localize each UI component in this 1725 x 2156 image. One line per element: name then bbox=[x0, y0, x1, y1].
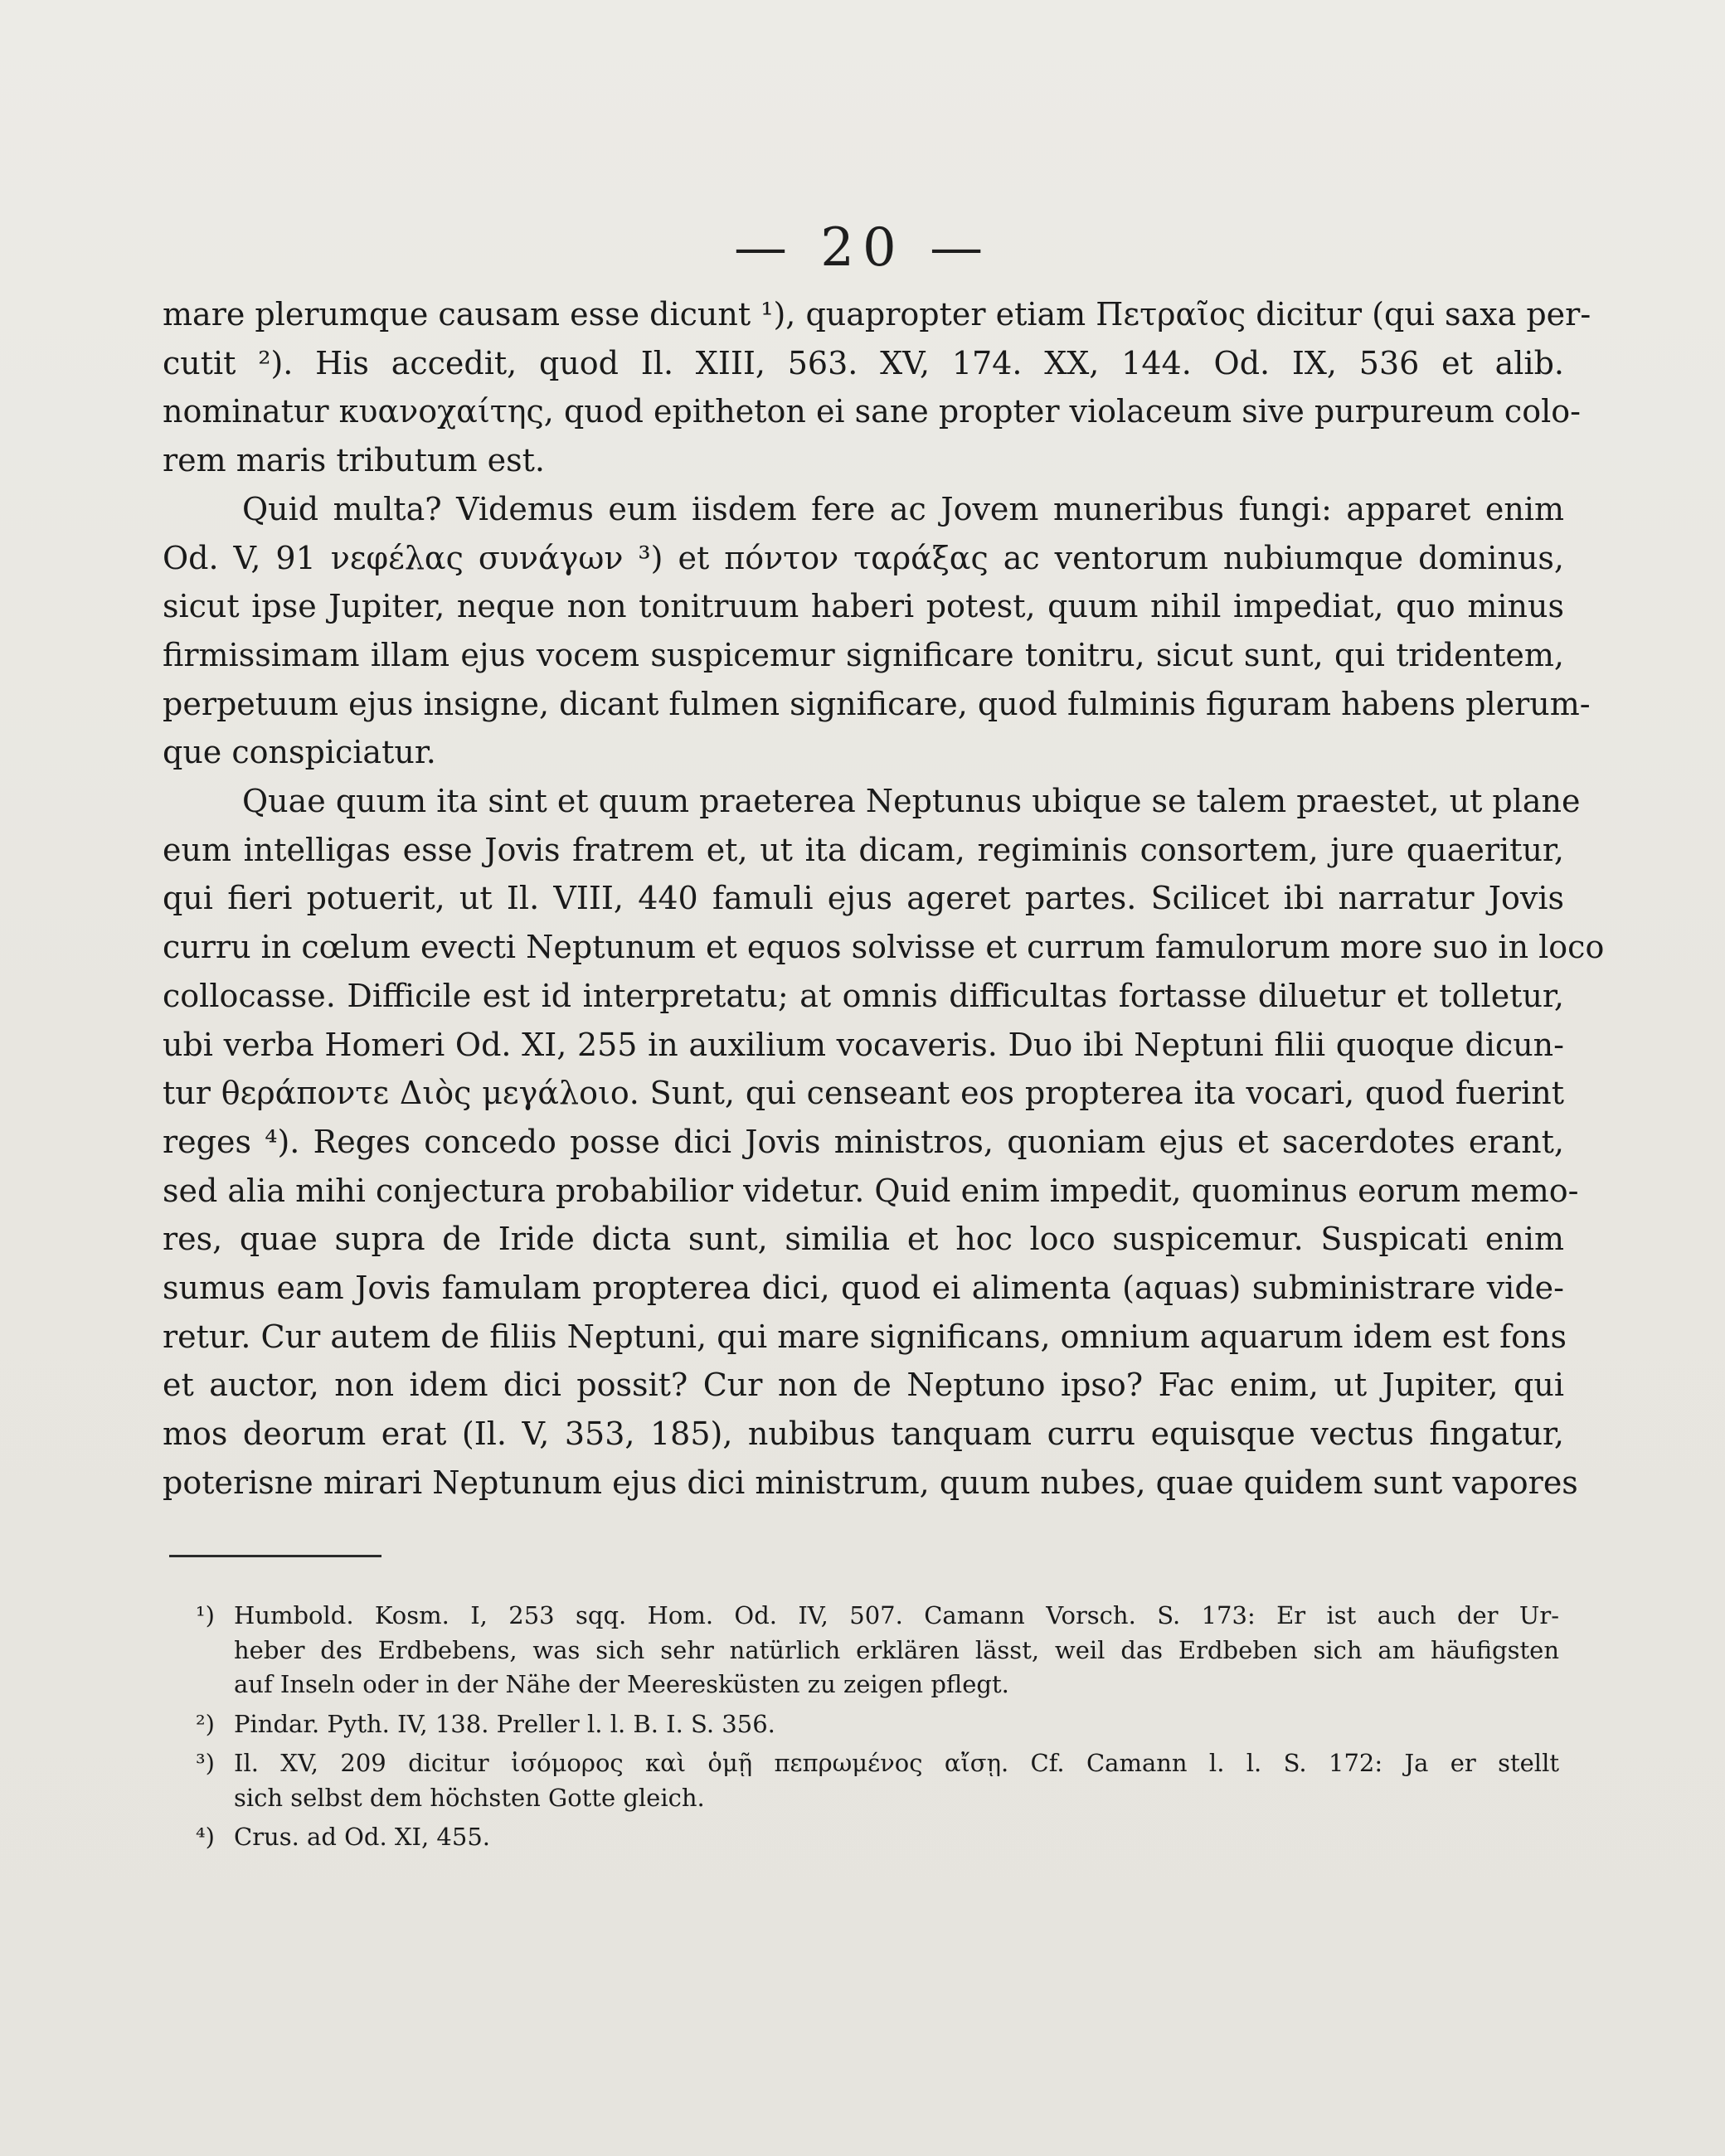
main-text bbox=[163, 290, 1605, 1508]
text-line: collocasse. Difficile est id interpretatu; at omnis difficultas fortasse diluetur et tolletur, bbox=[163, 977, 1564, 1014]
paragraph bbox=[163, 290, 1591, 485]
text-line: qui fieri potuerit, ut Il. VIII, 440 famuli ejus ageret partes. Scilicet ibi narratur Jovis bbox=[163, 880, 1564, 917]
text-line: sumus eam Jovis famulam propterea dici, quod ei alimenta (aquas) subministrare vide- bbox=[163, 1270, 1564, 1307]
text-line: cutit ²). His accedit, quod Il. XIII, 563. XV, 174. XX, 144. Od. IX, 536 et alib. bbox=[163, 344, 1564, 381]
footnote-line: heber des Erdbebens, was sich sehr natürlich erklären lässt, weil das Erdbeben sich am häufigsten bbox=[234, 1635, 1559, 1664]
text-line: nominatur κυανοχαίτης, quod epitheton ei sane propter violaceum sive purpureum colo- bbox=[163, 393, 1581, 430]
text-line: retur. Cur autem de filiis Neptuni, qui mare significans, omnium aquarum idem est fons bbox=[163, 1318, 1567, 1355]
text-line: tur θεράποντε Διὸς μεγάλοιο. Sunt, qui censeant eos propterea ita vocari, quod fuerint bbox=[163, 1075, 1564, 1112]
text-line: mare plerumque causam esse dicunt ¹), quapropter etiam Πετραῖος dicitur (qui saxa per- bbox=[163, 296, 1591, 333]
text-line: Quid multa? Videmus eum iisdem fere ac Jovem muneribus fungi: apparet enim bbox=[242, 490, 1564, 527]
text-line: mos deorum erat (Il. V, 353, 185), nubibus tanquam curru equisque vectus fingatur, bbox=[163, 1415, 1564, 1453]
footnote bbox=[196, 1707, 1559, 1742]
text-line: poterisne mirari Neptunum ejus dici ministrum, quum nubes, quae quidem sunt vapores bbox=[163, 1464, 1578, 1501]
page-number: — 20 — bbox=[733, 217, 992, 279]
text-line: reges ⁴). Reges concedo posse dici Jovis ministros, quoniam ejus et sacerdotes erant, bbox=[163, 1123, 1564, 1160]
footnote-marker: ³) bbox=[196, 1749, 215, 1777]
footnote-divider bbox=[169, 1555, 381, 1557]
text-line: perpetuum ejus insigne, dicant fulmen significare, quod fulminis figuram habens plerum- bbox=[163, 685, 1591, 722]
footnote-marker: ⁴) bbox=[196, 1823, 215, 1851]
text-line: Quae quum ita sint et quum praeterea Neptunus ubique se talem praestet, ut plane bbox=[242, 783, 1581, 820]
text-line: curru in cœlum evecti Neptunum et equos solvisse et currum famulorum more suo in loco bbox=[163, 929, 1605, 966]
text-line: res, quae supra de Iride dicta sunt, similia et hoc loco suspicemur. Suspicati enim bbox=[163, 1221, 1564, 1258]
text-line: firmissimam illam ejus vocem suspicemur significare tonitru, sicut sunt, qui tridentem, bbox=[163, 636, 1564, 673]
text-line: eum intelligas esse Jovis fratrem et, ut ita dicam, regiminis consortem, jure quaeritur, bbox=[163, 831, 1564, 868]
text-line: et auctor, non idem dici possit? Cur non de Neptuno ipso? Fac enim, ut Jupiter, qui bbox=[163, 1367, 1564, 1404]
footnote bbox=[196, 1820, 1559, 1855]
footnote-marker: ¹) bbox=[196, 1601, 215, 1629]
footnote bbox=[196, 1599, 1559, 1702]
footnotes bbox=[196, 1599, 1559, 1855]
text-line: sicut ipse Jupiter, neque non tonitruum haberi potest, quum nihil impediat, quo minus bbox=[163, 588, 1564, 625]
paragraph bbox=[163, 777, 1605, 1508]
text-line: sed alia mihi conjectura probabilior videtur. Quid enim impedit, quominus eorum memo- bbox=[163, 1172, 1579, 1209]
footnote-line: Il. XV, 209 dicitur ἰσόμορος καὶ ὁμῇ πεπρωμένος αἴσῃ. Cf. Camann l. l. S. 172: Ja er stellt bbox=[234, 1749, 1559, 1777]
footnote-line: sich selbst dem höchsten Gotte gleich. bbox=[234, 1783, 705, 1812]
text-line: Od. V, 91 νεφέλας συνάγων ³) et πόντον ταράξας ac ventorum nubiumque dominus, bbox=[163, 539, 1564, 576]
paragraph bbox=[163, 485, 1591, 777]
text-line: que conspiciatur. bbox=[163, 734, 436, 771]
footnote-marker: ²) bbox=[196, 1709, 215, 1738]
text-line: ubi verba Homeri Od. XI, 255 in auxilium vocaveris. Duo ibi Neptuni filii quoque dicun- bbox=[163, 1026, 1564, 1063]
footnote bbox=[196, 1746, 1559, 1815]
footnote-line: Crus. ad Od. XI, 455. bbox=[234, 1823, 491, 1851]
footnote-line: Humbold. Kosm. I, 253 sqq. Hom. Od. IV, 507. Camann Vorsch. S. 173: Er ist auch der Ur- bbox=[234, 1601, 1559, 1629]
footnote-line: Pindar. Pyth. IV, 138. Preller l. l. B. I. S. 356. bbox=[234, 1709, 775, 1738]
text-line: rem maris tributum est. bbox=[163, 442, 545, 479]
footnote-line: auf Inseln oder in der Nähe der Meeresküsten zu zeigen pflegt. bbox=[234, 1670, 1009, 1698]
